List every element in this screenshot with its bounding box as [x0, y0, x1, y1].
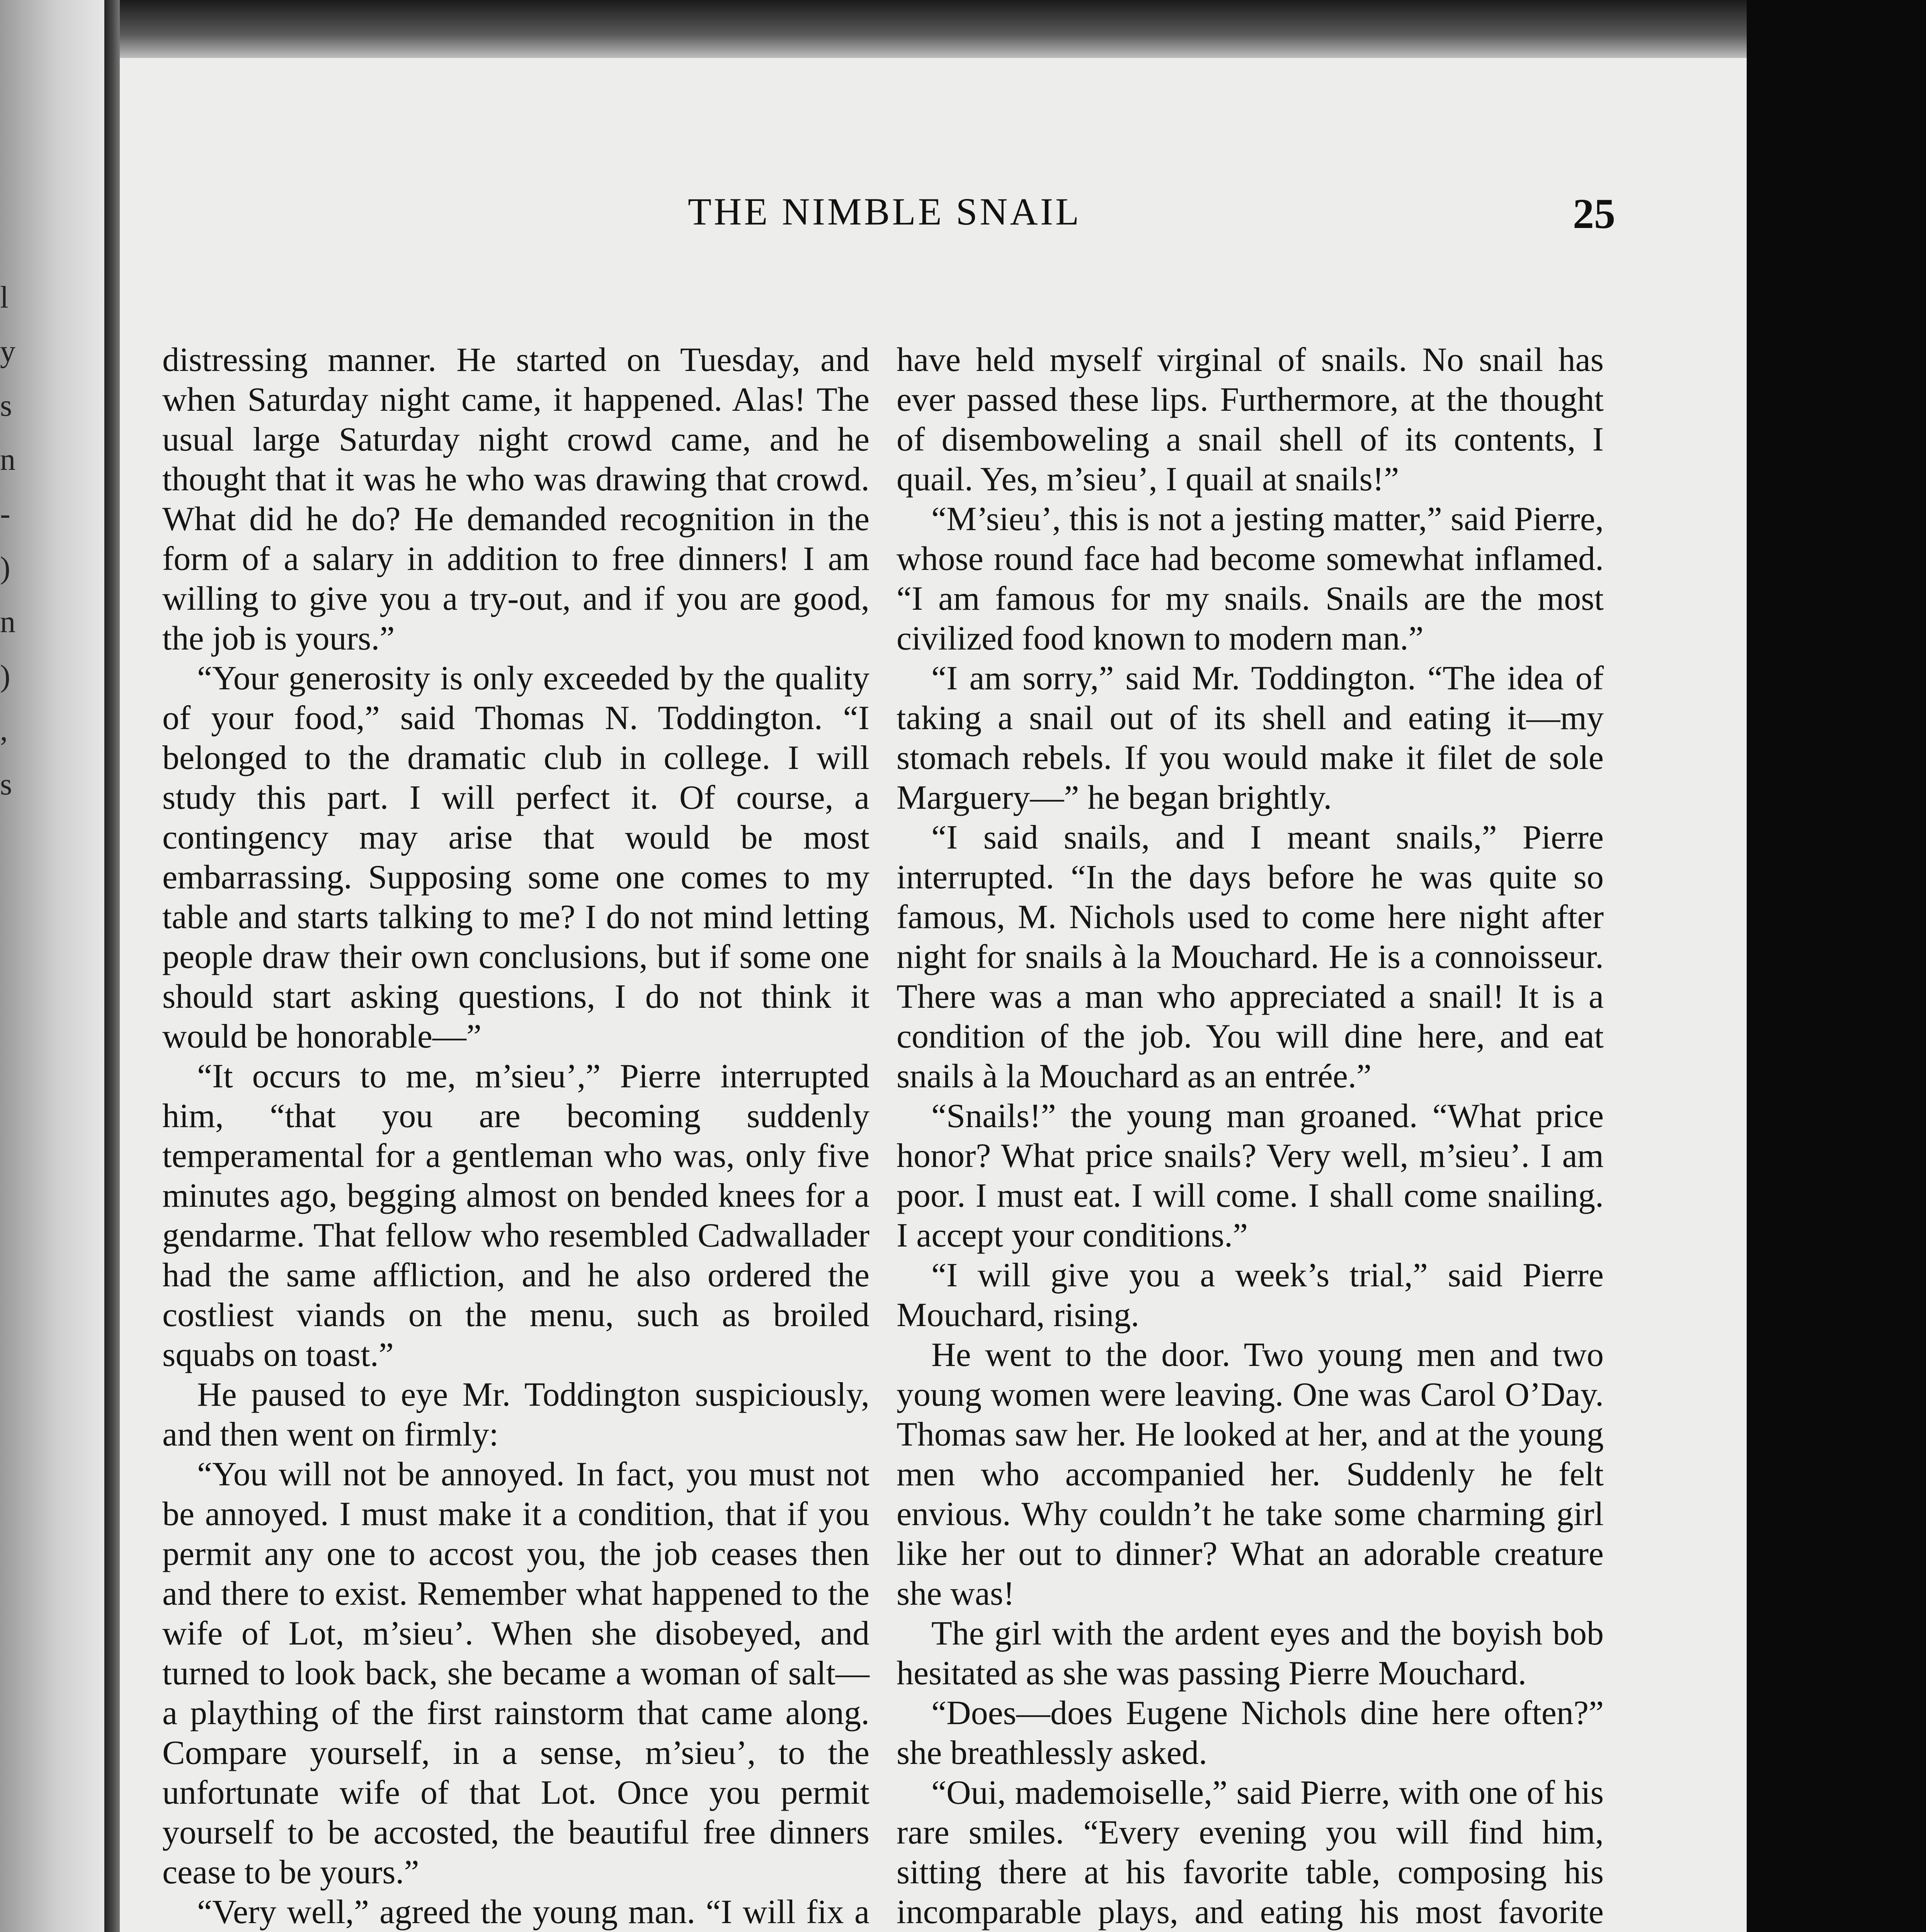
paragraph: “Very well,” agreed the young man. “I will fix a — [197, 1893, 869, 1931]
paragraph: He paused to eye Mr. Toddington suspiciously, and then went on firmly: — [162, 1376, 869, 1453]
paragraph: He went to the door. Two young men and two young women were leaving. One was Carol O’Day. Thomas saw her. He looked at her, and at the young men who accompanied her. Suddenly he felt envious. Why couldn’t he take some charming girl like her out to dinner? What an adorable creature she was! — [897, 1336, 1604, 1612]
paragraph: “I will give you a week’s trial,” said Pierre Mouchard, rising. — [897, 1257, 1604, 1334]
paragraph: “Oui, mademoiselle,” said Pierre, with one of his rare smiles. “Every evening you will find him, sitting there at his favorite table, composing his incomparable plays, and eating his most favorite — [897, 1774, 1604, 1931]
paragraph: “M’sieu’, this is not a jesting matter,” said Pierre, whose round face had become somewhat inflamed. “I am famous for my snails. Snails are the most civilized food known to modern man.” — [897, 500, 1604, 657]
paragraph: distressing manner. He started on Tuesday, and when Saturday night came, it happened. Alas! The usual large Saturday night crowd came, and he thought that it was he who was drawing that crowd. What did he do? He demanded recognition in the form of a salary in addition to free dinners! I am willing to give you a try-out, and if you are good, the job is yours.” — [162, 341, 869, 657]
paragraph: “Your generosity is only exceeded by the quality of your food,” said Thomas N. Toddington. “I belonged to the dramatic club in college. I will study this part. I will perfect it. Of course, a contingency may arise that would be most embarrassing. Supposing some one comes to my table and starts talking to me? I do not mind letting people draw their own conclusions, but if some one should start asking questions, I do not think it would be honorable—” — [162, 660, 869, 1055]
paragraph: “I am sorry,” said Mr. Toddington. “The idea of taking a snail out of its shell and eating it—my stomach rebels. If you would make it filet de sole Marguery—” he began brightly. — [897, 660, 1604, 816]
paragraph: “I said snails, and I meant snails,” Pierre interrupted. “In the days before he was quite so famous, M. Nichols used to come here night after night for snails à la Mouchard. He is a connoisseur. There was a man who appreciated a snail! It is a condition of the job. You will dine here, and eat snails à la Mouchard as an entrée.” — [897, 819, 1604, 1095]
facing-page-fragments: l y s n - ) n ) , s — [0, 281, 15, 801]
page-number: 25 — [1573, 190, 1615, 237]
paragraph: “You will not be annoyed. In fact, you must not be annoyed. I must make it a condition, that if you permit any one to accost you, the job ceases then and there to exist. Remember what happened to the wife of Lot, m’sieu’. When she disobeyed, and turned to look back, she became a woman of salt—a plaything of the first rainstorm that came along. Compare yourself, in a sense, m’sieu’, to the unfortunate wife of that Lot. Once you permit yourself to be accosted, the beautiful free dinners cease to be yours.” — [162, 1456, 869, 1891]
paragraph: “It occurs to me, m’sieu’,” Pierre interrupted him, “that you are becoming suddenly temperamental for a gentleman who was, only five minutes ago, begging almost on bended knees for a gendarme. That fellow who resembled Cadwallader had the same affliction, and he also ordered the costliest viands on the menu, such as broiled squabs on toast.” — [162, 1058, 869, 1374]
paragraph: “Does—does Eugene Nichols dine here often?” she breathlessly asked. — [897, 1694, 1604, 1772]
book-page — [120, 58, 1747, 1932]
paragraph: have held myself virginal of snails. No snail has ever passed these lips. Furthermore, at the thought of disemboweling a snail shell of its contents, I quail. Yes, m’sieu’, I quail at snails!” — [897, 341, 1604, 498]
page-top-shadow — [120, 0, 1801, 58]
text-column-left — [162, 340, 869, 1932]
text-column-right — [897, 340, 1604, 1932]
running-head: THE NIMBLE SNAIL — [688, 190, 1082, 233]
paragraph: The girl with the ardent eyes and the boyish bob hesitated as she was passing Pierre Mouchard. — [897, 1615, 1604, 1692]
page-header — [120, 189, 1747, 243]
paragraph: “Snails!” the young man groaned. “What price honor? What price snails? Very well, m’sieu’. I am poor. I must eat. I will come. I shall come snailing. I accept your conditions.” — [897, 1097, 1604, 1254]
facing-page-edge — [0, 0, 104, 1932]
book-gutter — [104, 0, 120, 1932]
scan-background — [1747, 0, 1926, 1932]
